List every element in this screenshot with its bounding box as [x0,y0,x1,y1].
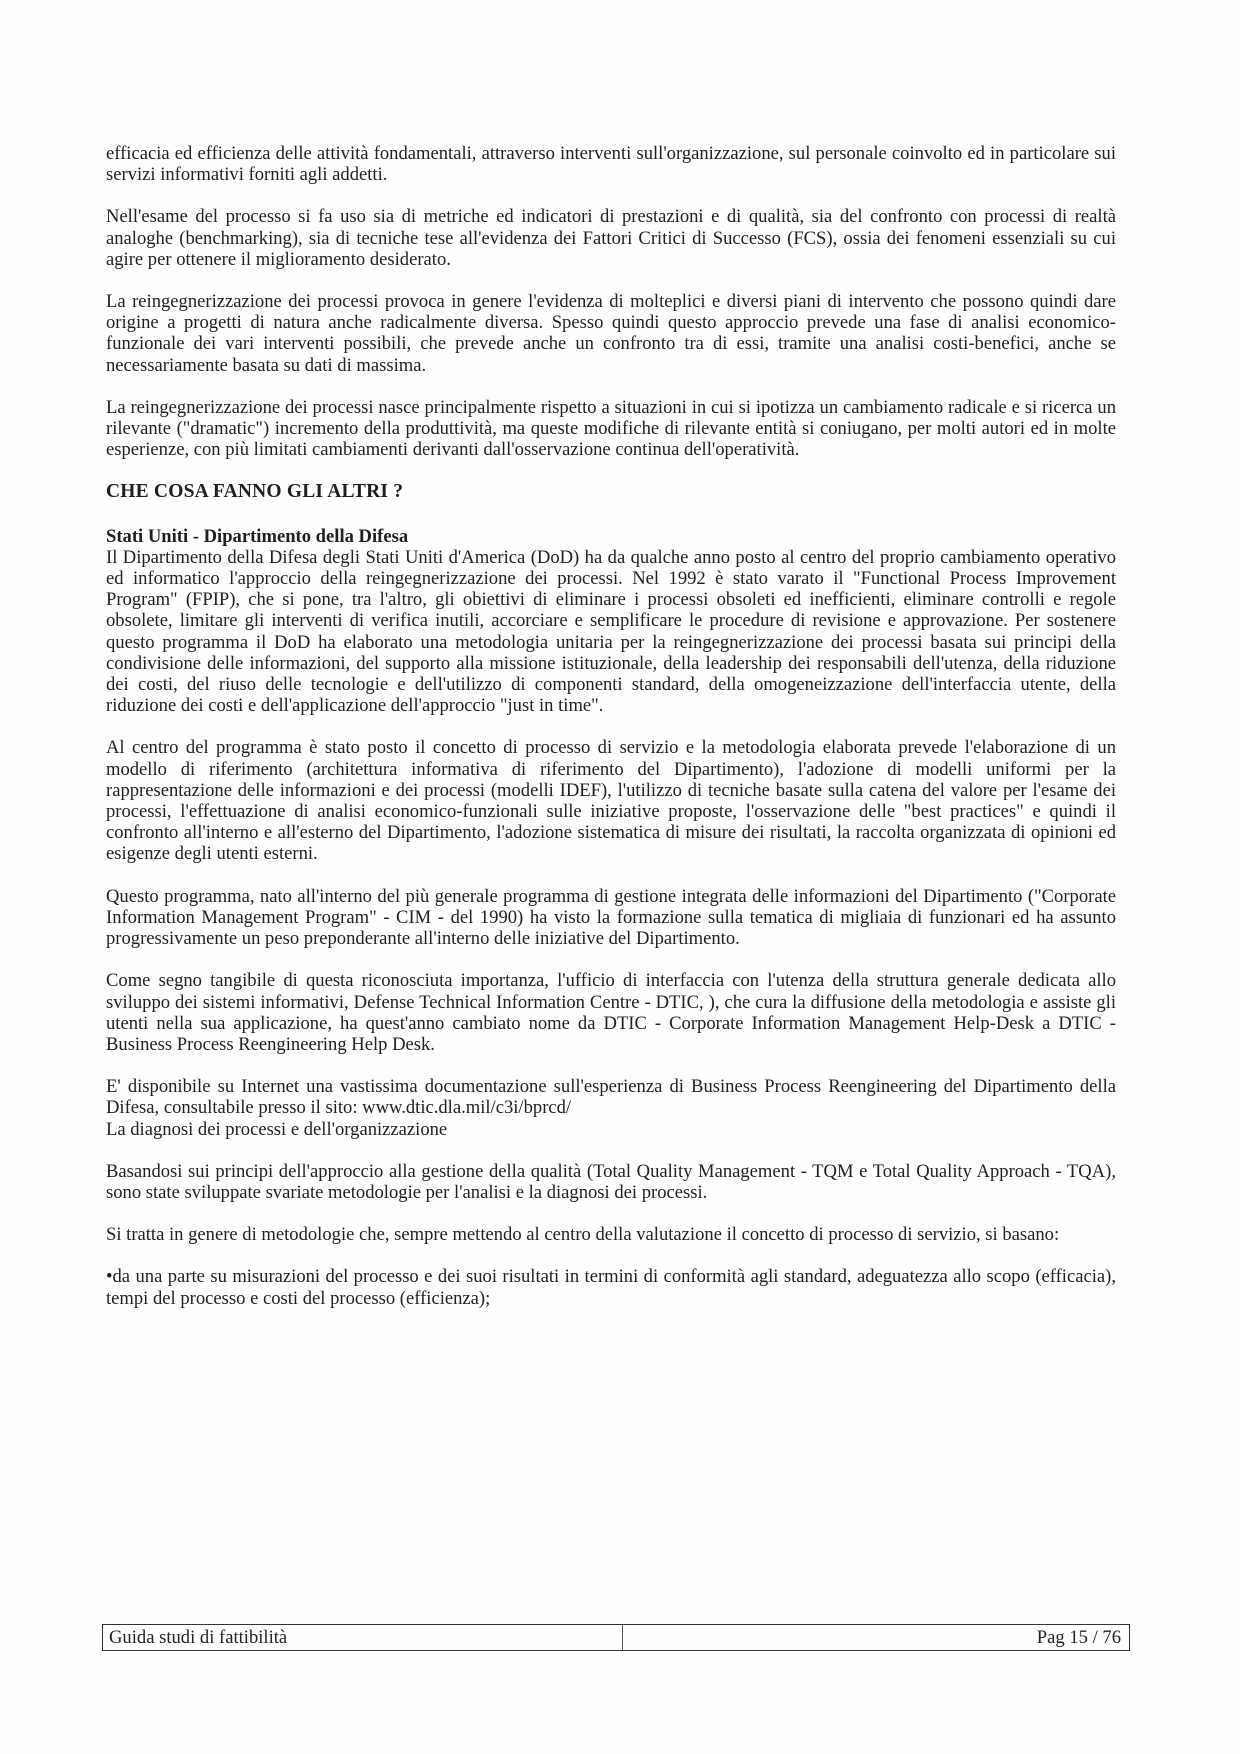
paragraph: La reingegnerizzazione dei processi provoca in genere l'evidenza di molteplici e diversi piani di intervento che possono quindi dare origine a progetti di natura anche radicalmente diversa. Spesso quindi questo approccio prevede una fase di analisi economico-funzionale dei vari interventi possibili, che prevede anche un confronto tra di essi, tramite una analisi costi-benefici, anche se necessariamente basata su dati di massima. [106,291,1116,376]
page-number: Pag 15 / 76 [1036,1627,1121,1648]
paragraph: Il Dipartimento della Difesa degli Stati Uniti d'America (DoD) ha da qualche anno posto al centro del proprio cambiamento operativo ed informatico l'approccio della reingegnerizzazione dei processi. Nel 1992 è stato varato il "Functional Process Improvement Program" (FPIP), che si pone, tra l'altro, gli obiettivi di eliminare i processi obsoleti ed inefficienti, eliminare controlli e regole obsolete, limitare gli interventi di verifica inutili, accorciare e semplificare le procedure di revisione e approvazione. Per sostenere questo programma il DoD ha elaborato una metodologia unitaria per la reingegnerizzazione dei processi basata sui principi della condivisione delle informazioni, del supporto alla missione istituzionale, della leadership dei responsabili dell'utenza, della riduzione dei costi, del riuso delle tecnologie e dell'utilizzo di componenti standard, della omogeneizzazione dell'interfaccia utente, della riduzione dei costi e dell'applicazione dell'approccio "just in time". [106,546,1116,717]
document-body [106,143,1116,1330]
paragraph: Si tratta in genere di metodologie che, sempre mettendo al centro della valutazione il concetto di processo di servizio, si basano: [106,1224,1060,1246]
paragraph: La reingegnerizzazione dei processi nasce principalmente rispetto a situazioni in cui si ipotizza un cambiamento radicale e si ricerca un rilevante ("dramatic") incremento della produttività, ma queste modifiche di rilevante entità si coniugano, per molti autori ed in molte esperienze, con più limitati cambiamenti derivanti dall'osservazione continua dell'operatività. [106,396,1116,461]
bullet-paragraph: •da una parte su misurazioni del processo e dei suoi risultati in termini di conformità agli standard, adeguatezza allo scopo (efficacia), tempi del processo e costi del processo (efficienza); [106,1266,1116,1309]
paragraph: Al centro del programma è stato posto il concetto di processo di servizio e la metodologia elaborata prevede l'elaborazione di un modello di riferimento (architettura informativa di riferimento del Dipartimento), l'adozione di modelli uniformi per la rappresentazione delle informazioni e dei processi (modelli IDEF), l'utilizzo di tecniche basate sulla catena del valore per l'esame dei processi, l'effettuazione di analisi economico-funzionali sulle iniziative proposte, l'osservazione delle "best practices" e quindi il confronto all'interno e all'esterno del Dipartimento, l'adozione sistematica di misure dei risultati, la raccolta organizzata di opinioni ed esigenze degli utenti esterni. [106,737,1116,865]
paragraph: efficacia ed efficienza delle attività fondamentali, attraverso interventi sull'organizzazione, sul personale coinvolto ed in particolare sui servizi informativi forniti agli addetti. [106,143,1116,186]
section-heading: CHE COSA FANNO GLI ALTRI ? [106,481,404,503]
paragraph: Come segno tangibile di questa riconosciuta importanza, l'ufficio di interfaccia con l'utenza della struttura generale dedicata allo sviluppo dei sistemi informativi, Defense Technical Information Centre - DTIC, ), che cura la diffusione della metodologia e assiste gli utenti nella sua applicazione, ha quest'anno cambiato nome da DTIC - Corporate Information Management Help-Desk a DTIC - Business Process Reengineering Help Desk. [106,970,1116,1055]
footer-title: Guida studi di fattibilità [103,1625,623,1650]
internet-paragraph: E' disponibile su Internet una vastissima documentazione sull'esperienza di Business Process Reengineering del Dipartimento della Difesa, consultabile presso il sito: www.dtic.dla.mil/c3i/bprcd/ [106,1076,1116,1119]
paragraph: Questo programma, nato all'interno del più generale programma di gestione integrata delle informazioni del Dipartimento ("Corporate Information Management Program" - CIM - del 1990) ha visto la formazione sulla tematica di migliaia di funzionari ed ha assunto progressivamente un peso preponderante all'interno delle iniziative del Dipartimento. [106,885,1116,950]
paragraph: Basandosi sui principi dell'approccio alla gestione della qualità (Total Quality Management - TQM e Total Quality Approach - TQA), sono state sviluppate svariate metodologie per l'analisi e la diagnosi dei processi. [106,1160,1116,1203]
diagnosi-line: La diagnosi dei processi e dell'organizzazione [106,1118,448,1140]
page-footer [102,1624,1130,1651]
subsection-heading: Stati Uniti - Dipartimento della Difesa [106,525,409,547]
paragraph: Nell'esame del processo si fa uso sia di metriche ed indicatori di prestazioni e di qualità, sia del confronto con processi di realtà analoghe (benchmarking), sia di tecniche tese all'evidenza dei Fattori Critici di Successo (FCS), ossia dei fenomeni essenziali su cui agire per ottenere il miglioramento desiderato. [106,206,1116,270]
